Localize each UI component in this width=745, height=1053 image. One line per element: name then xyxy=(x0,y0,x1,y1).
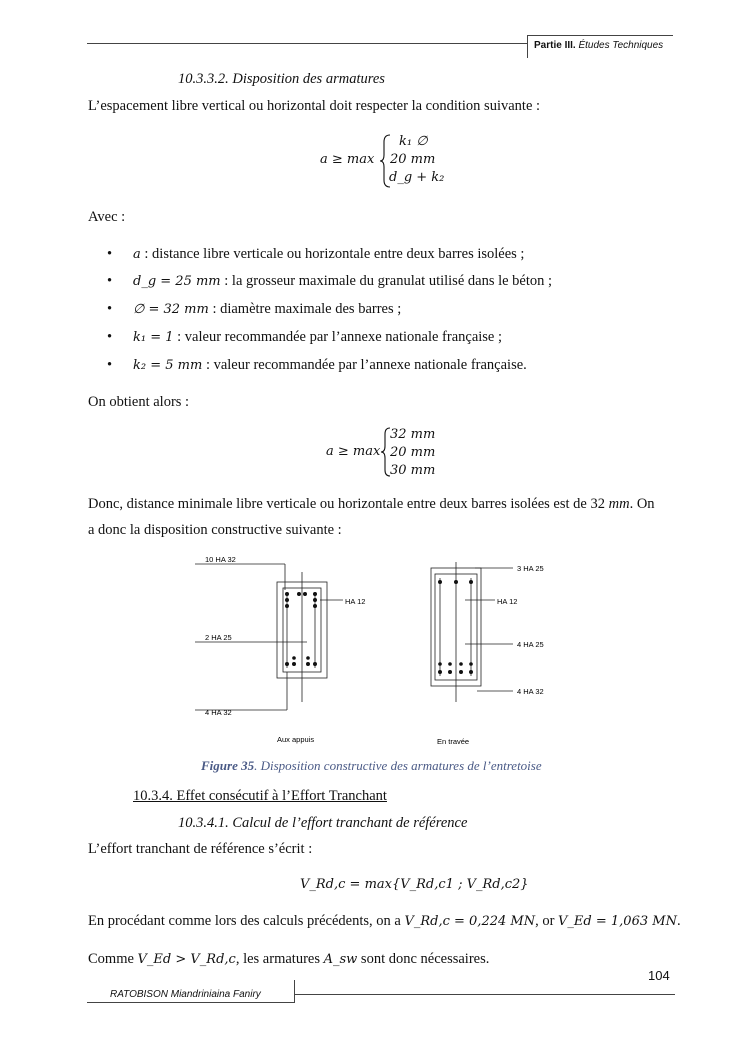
bullet-item: • k₁ = 1 : valeur recommandée par l’annexe nationale française ; xyxy=(107,329,503,345)
formula-1-case2: 20 mm xyxy=(390,152,436,167)
formula-2-case3: 30 mm xyxy=(390,463,436,478)
formula-1-case3: d_g + k₂ xyxy=(389,170,445,185)
page-number: 104 xyxy=(648,968,670,983)
fig-caption-left: Aux appuis xyxy=(277,735,315,744)
paragraph-comme: Comme V_Ed > V_Rd,c, les armatures A_sw sont donc nécessaires. xyxy=(88,951,490,967)
fig-label-left: 10 HA 32 xyxy=(205,555,236,564)
bullet-dot: • xyxy=(107,273,113,289)
fig-label-right: 4 HA 32 xyxy=(517,687,544,696)
fig-label-right: 3 HA 25 xyxy=(517,564,544,573)
running-header xyxy=(534,40,663,51)
header-rule xyxy=(87,43,527,44)
fig-label-left: HA 12 xyxy=(345,597,366,606)
section-heading-effet: 10.3.4. Effet consécutif à l’Effort Tranchant xyxy=(133,788,387,804)
fig-caption-right: En travée xyxy=(437,737,470,746)
bullet-dot: • xyxy=(107,329,113,345)
footer-author: RATOBISON Miandriniaina Faniry xyxy=(110,989,261,1000)
formula-1-case1: k₁ ∅ xyxy=(399,134,428,149)
paragraph-obtient: On obtient alors : xyxy=(88,394,190,410)
avec-label: Avec : xyxy=(88,209,126,225)
bullet-item: • d_g = 25 mm : la grosseur maximale du granulat utilisé dans le béton ; xyxy=(107,273,553,289)
section-heading-calcul: 10.3.4.1. Calcul de l’effort tranchant de référence xyxy=(178,815,468,831)
bullet-dot: • xyxy=(107,301,113,317)
formula-3: V_Rd,c = max{V_Rd,c1 ; V_Rd,c2} xyxy=(300,877,529,892)
bullet-item: • a : distance libre verticale ou horizontale entre deux barres isolées ; xyxy=(107,246,525,262)
bullet-item: • ∅ = 32 mm : diamètre maximale des barres ; xyxy=(107,301,402,317)
formula-2-case2: 20 mm xyxy=(390,445,436,460)
formula-1-lhs: a ≥ max xyxy=(320,152,375,167)
paragraph-calc: En procédant comme lors des calculs précédents, on a V_Rd,c = 0,224 MN, or V_Ed = 1,063 MN. xyxy=(88,913,681,929)
fig-label-left: 2 HA 25 xyxy=(205,633,232,642)
section-heading-disposition: 10.3.3.2. Disposition des armatures xyxy=(178,71,385,87)
reinforcement-figure xyxy=(195,552,565,752)
formula-2-lhs: a ≥ max xyxy=(326,444,381,459)
formula-2-case1: 32 mm xyxy=(390,427,436,442)
header-part: Partie III. xyxy=(534,40,576,51)
paragraph-effort-intro: L’effort tranchant de référence s’écrit : xyxy=(88,841,313,857)
bullet-item: • k₂ = 5 mm : valeur recommandée par l’annexe nationale française. xyxy=(107,357,527,373)
fig-label-right: 4 HA 25 xyxy=(517,640,544,649)
bullet-dot: • xyxy=(107,246,113,262)
fig-label-left: 4 HA 32 xyxy=(205,708,232,717)
footer-rule xyxy=(295,994,675,995)
header-title: Études Techniques xyxy=(578,40,664,51)
paragraph-donc-line1: Donc, distance minimale libre verticale ou horizontale entre deux barres isolées est de 32 mm. On xyxy=(88,496,655,512)
figure-caption: Figure 35. Disposition constructive des armatures de l’entretoise xyxy=(201,758,542,773)
fig-label-right: HA 12 xyxy=(497,597,518,606)
bullet-dot: • xyxy=(107,357,113,373)
paragraph-intro: L’espacement libre vertical ou horizontal doit respecter la condition suivante : xyxy=(88,98,541,114)
paragraph-donc-line2: a donc la disposition constructive suivante : xyxy=(88,522,342,538)
